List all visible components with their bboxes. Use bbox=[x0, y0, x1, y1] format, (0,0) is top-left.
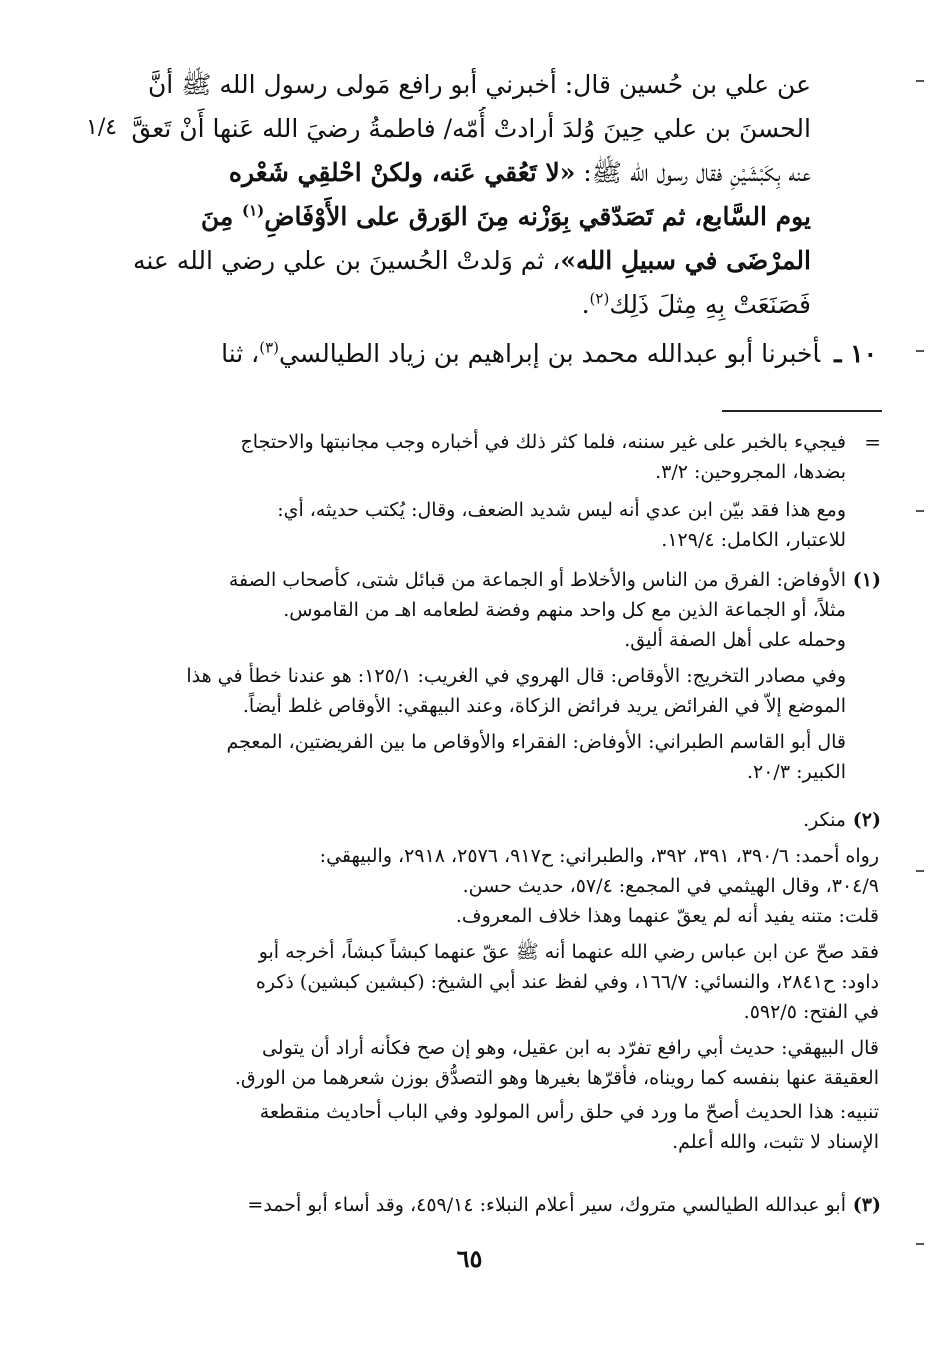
fn2-line-11: الإسناد لا تثبت، والله أعلم. bbox=[672, 1131, 879, 1153]
margin-tick bbox=[916, 510, 924, 512]
footnote-ref-2: (٢) bbox=[589, 289, 610, 308]
page-number: ٦٥ bbox=[456, 1244, 483, 1273]
line6-plain: فَصَنَعَتْ بِهِ مِثلَ ذَلِك bbox=[609, 290, 811, 319]
fn2-line-3: ٣٠٤/٩، وقال الهيثمي في المجمع: ٥٧/٤، حديث حسن. bbox=[462, 875, 879, 897]
line3-plain: عنه بِكَبْشَيْنِ فقال رسول الله ﷺ: bbox=[575, 158, 811, 187]
main-line-4 bbox=[126, 195, 811, 239]
footnote-separator bbox=[722, 410, 882, 412]
margin-tick bbox=[916, 870, 924, 872]
fn2-line-4: قلت: متنه يفيد أنه لم يعقّ عنهما وهذا خلاف المعروف. bbox=[455, 905, 879, 927]
line4-bold: يوم السَّابع، ثم تَصَدّقي بِوَزْنه مِنَ الوَرق على الأَوْفَاضِ bbox=[264, 202, 811, 231]
fn-cont-line-2: بضدها، المجروحين: ٣/٢. bbox=[655, 461, 846, 483]
fn3-line-1: أبو عبدالله الطيالسي متروك، سير أعلام النبلاء: ٤٥٩/١٤، وقد أساء أبو أحمد= bbox=[247, 1194, 846, 1216]
fn1-line-4: وفي مصادر التخريج: الأوقاص: قال الهروي في الغريب: ١٢٥/١: هو عندنا خطأ في هذا bbox=[186, 665, 846, 687]
fn1-line-3: وحمله على أهل الصفة أليق. bbox=[624, 629, 846, 651]
fn-cont-line-1: فيجيء بالخبر على غير سننه، فلما كثر ذلك في أخباره وجب مجانبتها والاحتجاج bbox=[240, 431, 846, 453]
margin-tick bbox=[916, 1243, 924, 1245]
margin-tick bbox=[916, 80, 924, 82]
main-line-2: الحسنَ بن علي حِينَ وُلدَ أرادتْ أُمّه/ فاطمةُ رضيَ الله عَنها أَنْ تَعقَّ bbox=[131, 114, 811, 143]
hadith-quote-end: المرْضَى في سبيلِ الله» bbox=[560, 246, 811, 275]
footnote-continuation-2 bbox=[136, 495, 846, 555]
line5-plain: ، ثم وَلدتْ الحُسينَ بن علي رضي الله عنه bbox=[132, 246, 561, 275]
hadith-10-text-end: ، ثنا bbox=[221, 339, 260, 368]
footnote-continuation bbox=[136, 427, 846, 487]
hadith-10 bbox=[62, 332, 877, 376]
fn1-line-6: قال أبو القاسم الطبراني: الأوفاض: الفقراء والأوقاص ما بين الفريضتين، المعجم bbox=[226, 731, 846, 753]
fn2-line-5: فقد صحّ عن ابن عباس رضي الله عنهما أنه ﷺ عقّ عنهما كبشاً كبشاً، أخرجه أبو bbox=[258, 941, 879, 963]
fn2-line-6: داود: ح٢٨٤١، والنسائي: ١٦٦/٧، وفي لفظ عند أبي الشيخ: (كبشين كبشين) ذكره bbox=[255, 971, 879, 993]
hadith-number: ١٠ ـ bbox=[834, 339, 877, 368]
main-line-3 bbox=[126, 151, 811, 195]
main-line-5 bbox=[126, 239, 811, 283]
footnote-2 bbox=[136, 805, 846, 835]
footnote-3 bbox=[136, 1190, 846, 1220]
main-line-6 bbox=[126, 283, 811, 327]
fn1-line-2: مثلاً، أو الجماعة الذين مع كل واحد منهم وفضة لطعامه اهـ من القاموس. bbox=[283, 599, 846, 621]
footnote-1 bbox=[136, 565, 846, 787]
fn-cont2-line-2: للاعتبار، الكامل: ١٢٩/٤. bbox=[661, 529, 846, 551]
fn1-line-5: الموضع إلاّ في الفرائض يريد فرائض الزكاة، وعند البيهقي: الأوقاص غلط أيضاً. bbox=[242, 695, 846, 717]
line4-bold-end: مِنَ bbox=[200, 202, 242, 231]
line6-end: . bbox=[581, 290, 590, 319]
fn2-line-1: منكر. bbox=[803, 809, 846, 831]
fn1-line-7: الكبير: ٢٠/٣. bbox=[746, 761, 846, 783]
hadith-10-text: أخبرنا أبو عبدالله محمد بن إبراهيم بن زياد الطيالسي bbox=[279, 339, 821, 368]
fn-cont2-line-1: ومع هذا فقد بيّن ابن عدي أنه ليس شديد الضعف، وقال: يُكتب حديثه، أي: bbox=[277, 499, 846, 521]
continuation-mark: = bbox=[864, 430, 881, 454]
footnote-ref-3: (٣) bbox=[259, 338, 280, 357]
margin-tick bbox=[916, 350, 924, 352]
fn2-line-9: العقيقة عنها بنفسه كما رويناه، فأقرّها بغيرها وهو التصدُّق بوزن شعرهما من الورق. bbox=[234, 1067, 879, 1089]
fn2-line-2: رواه أحمد: ٣٩٠/٦، ٣٩١، ٣٩٢، والطبراني: ح٩١٧، ٢٥٧٦، ٢٩١٨، والبيهقي: bbox=[319, 845, 879, 867]
footnote-ref-1: (١) bbox=[242, 201, 265, 220]
fn2-line-8: قال البيهقي: حديث أبي رافع تفرّد به ابن عقيل، وهو إن صح فكأنه أراد أن يتولى bbox=[261, 1037, 879, 1059]
main-line-1: عن علي بن حُسين قال: أخبرني أبو رافع مَولى رسول الله ﷺ أنَّ bbox=[147, 70, 811, 99]
footnote-1-mark: (١) bbox=[852, 569, 881, 591]
footnote-2-mark: (٢) bbox=[852, 809, 881, 831]
footnote-2-body bbox=[139, 841, 879, 1157]
fn2-line-7: في الفتح: ٥٩٢/٥. bbox=[743, 1001, 879, 1023]
hadith-quote-start: «لا تَعُقي عَنه، ولكنْ احْلقِي شَعْره bbox=[228, 158, 576, 187]
manuscript-folio-note: ١/٤ bbox=[86, 115, 118, 140]
fn2-line-10: تنبيه: هذا الحديث أصحّ ما ورد في حلق رأس المولود وفي الباب أحاديث منقطعة bbox=[259, 1101, 879, 1123]
fn1-line-1: الأوفاض: الفرق من الناس والأخلاط أو الجماعة من قبائل شتى، كأصحاب الصفة bbox=[228, 569, 846, 591]
footnote-3-mark: (٣) bbox=[852, 1194, 881, 1216]
